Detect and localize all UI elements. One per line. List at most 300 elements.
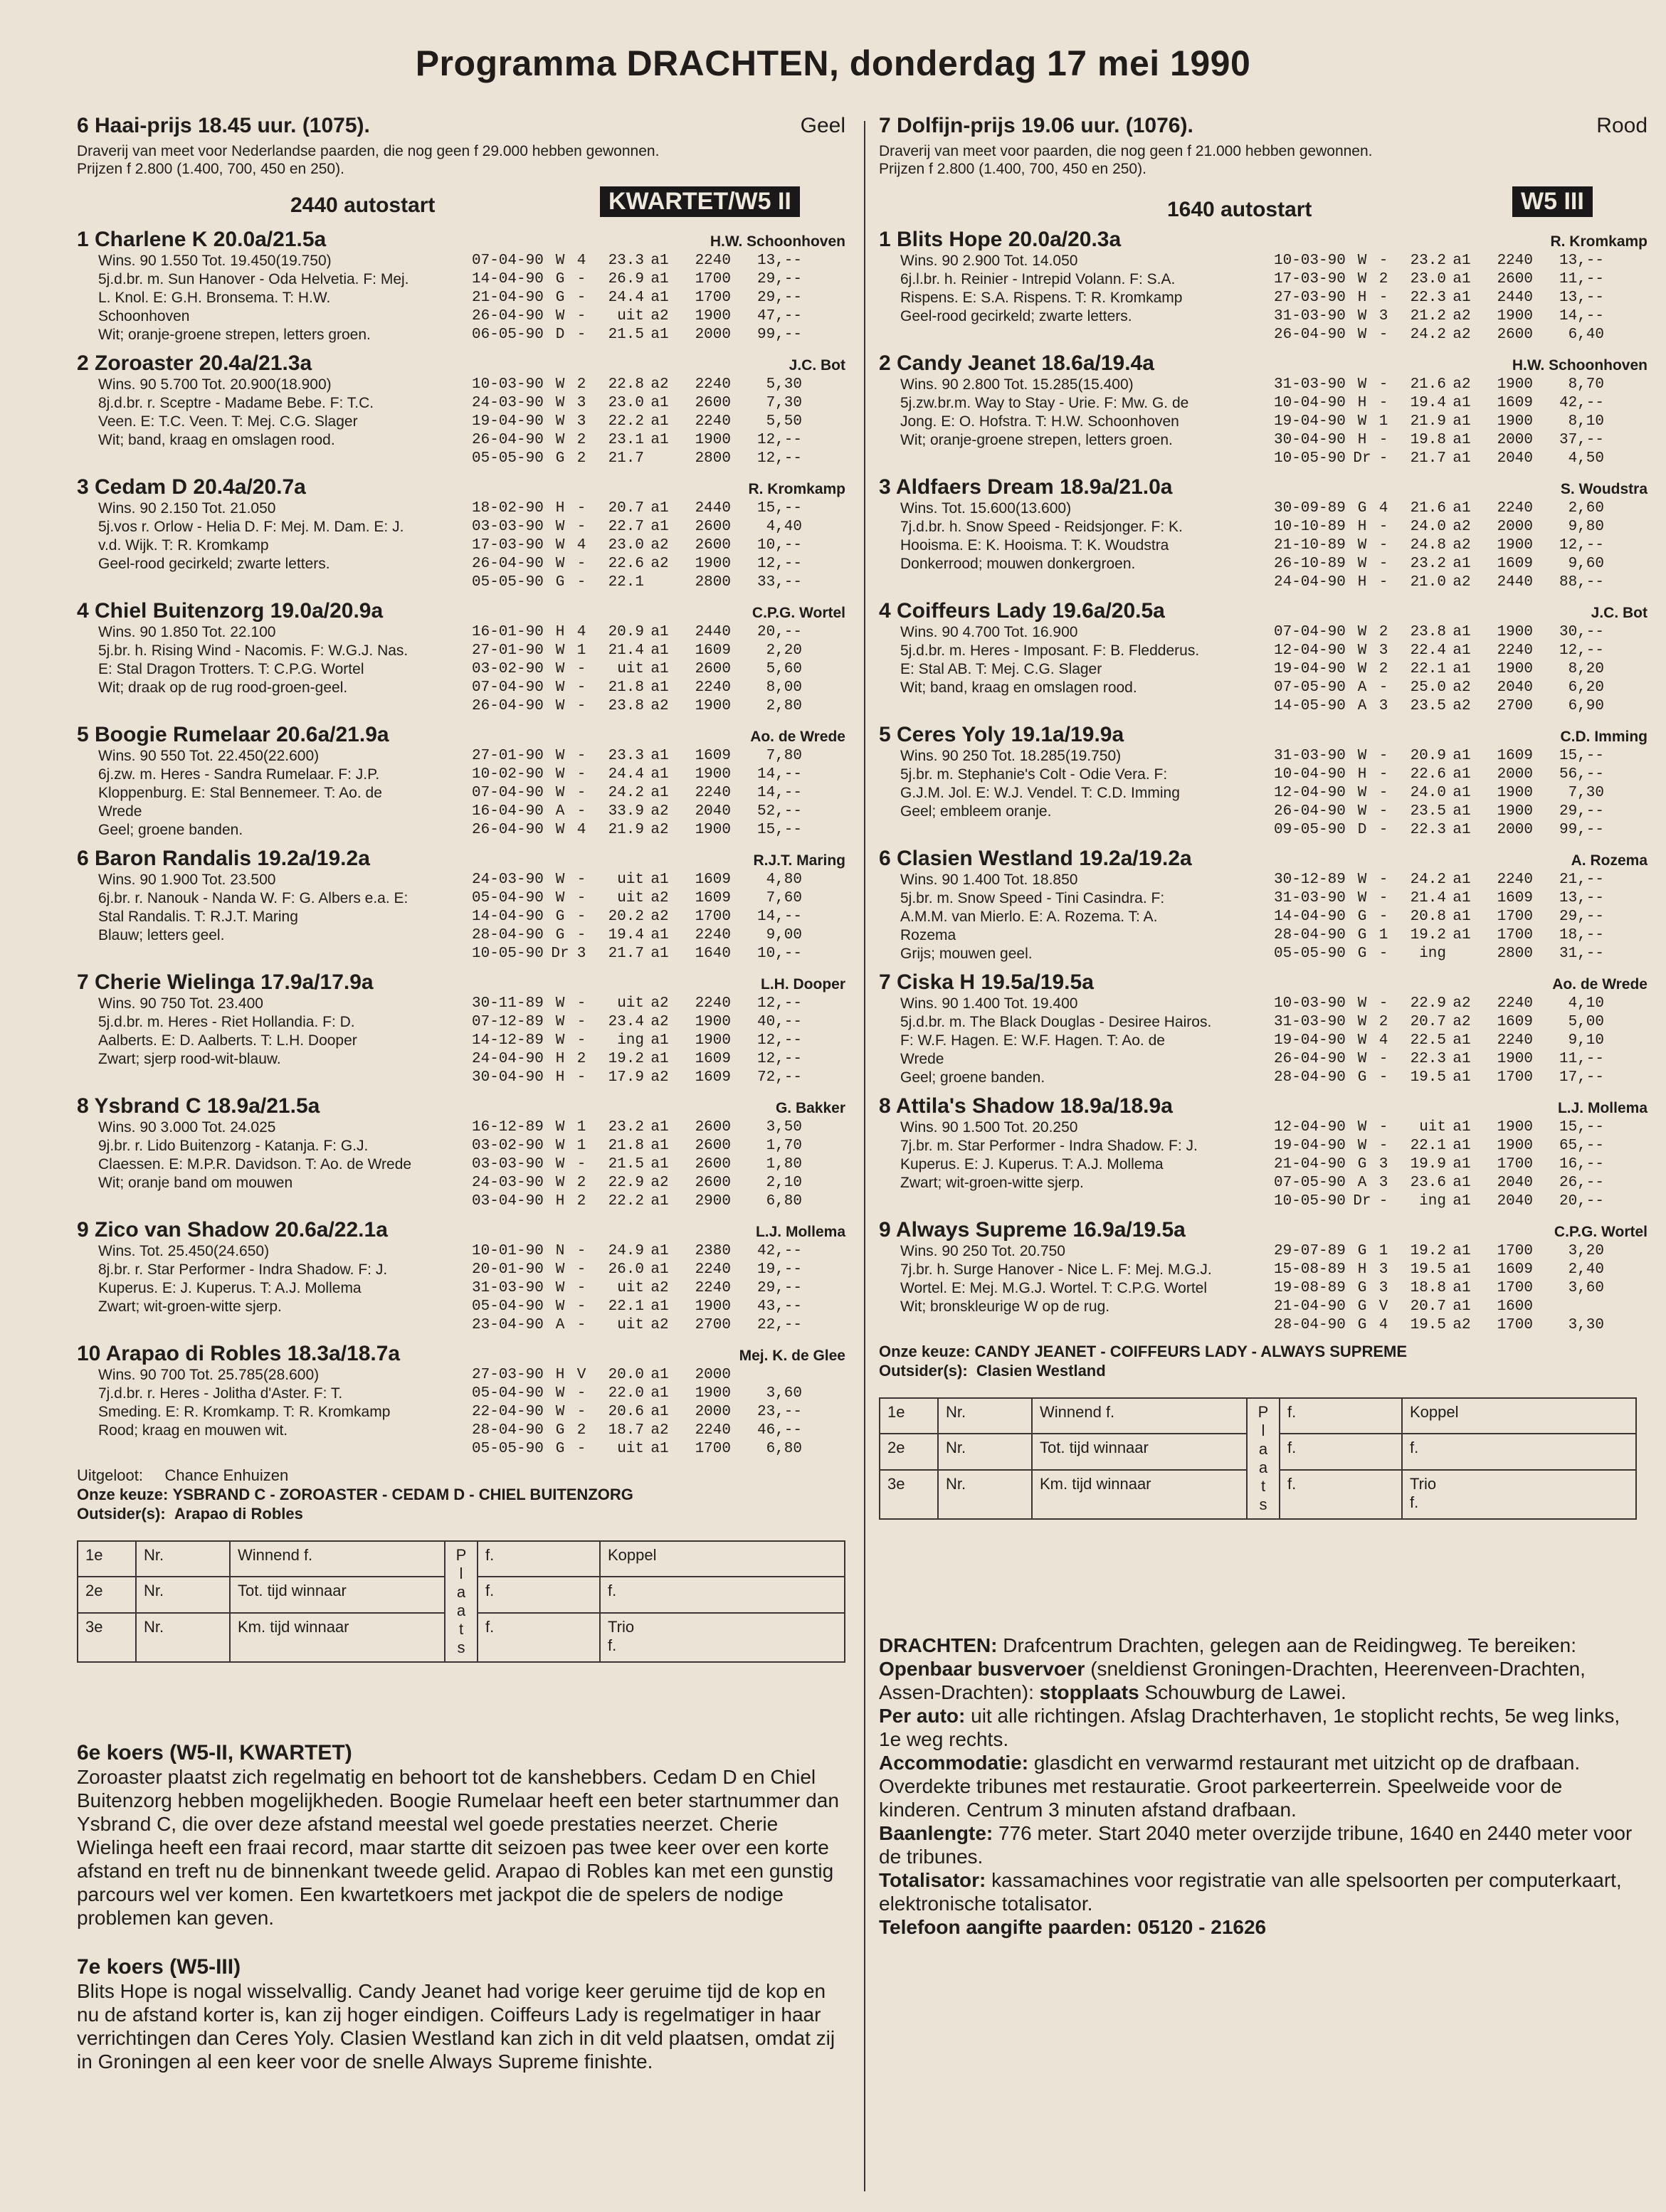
result-time: 20.9 bbox=[608, 624, 644, 640]
result-distance: 1609 bbox=[695, 890, 731, 906]
result-grid-left-wrap bbox=[77, 1540, 845, 1663]
result-track: D bbox=[555, 327, 565, 343]
horse-info-line: Wins. 90 5.700 Tot. 20.900(18.900) bbox=[98, 376, 332, 393]
result-row bbox=[472, 499, 845, 518]
result-position: - bbox=[1378, 803, 1388, 820]
result-track: W bbox=[1357, 1014, 1367, 1030]
result-start: a2 bbox=[1453, 519, 1471, 535]
horse-body bbox=[77, 1242, 845, 1335]
trio-f: f. bbox=[1410, 1493, 1419, 1511]
result-payout: 2,80 bbox=[766, 698, 802, 714]
result-row bbox=[472, 431, 845, 450]
result-payout: 10,-- bbox=[756, 946, 802, 962]
grid-place: 3e bbox=[880, 1470, 938, 1519]
horse-entry bbox=[77, 847, 845, 963]
result-date: 14-04-90 bbox=[472, 271, 544, 287]
horse-info bbox=[77, 995, 472, 1087]
result-start: a1 bbox=[650, 1051, 669, 1067]
result-track: W bbox=[555, 1404, 565, 1420]
result-row bbox=[472, 1366, 845, 1385]
result-time: 21.4 bbox=[1410, 890, 1446, 906]
result-start: a1 bbox=[650, 624, 669, 640]
result-position: - bbox=[576, 556, 586, 572]
result-date: 05-05-90 bbox=[472, 450, 544, 467]
result-track: W bbox=[1357, 661, 1367, 677]
result-row bbox=[1274, 450, 1647, 468]
result-row bbox=[472, 1050, 845, 1069]
result-distance: 1900 bbox=[1497, 1138, 1533, 1154]
result-row bbox=[472, 307, 845, 326]
horse-info-line: Blauw; letters geel. bbox=[98, 927, 225, 943]
horse-entry bbox=[77, 723, 845, 840]
result-time: 17.9 bbox=[608, 1069, 644, 1086]
result-payout: 11,-- bbox=[1559, 271, 1604, 287]
result-time: 19.2 bbox=[608, 1051, 644, 1067]
result-row bbox=[472, 1440, 845, 1459]
result-row bbox=[472, 821, 845, 840]
horse-info-line: 5j.zw.br.m. Way to Stay - Urie. F: Mw. G. de bbox=[900, 395, 1189, 411]
result-time: 24.2 bbox=[1410, 327, 1446, 343]
result-track: W bbox=[555, 519, 565, 535]
result-distance: 1700 bbox=[1497, 1280, 1533, 1296]
result-time: 21.6 bbox=[1410, 500, 1446, 517]
result-time: 22.9 bbox=[608, 1175, 644, 1191]
result-row bbox=[472, 995, 845, 1013]
result-position: - bbox=[576, 290, 586, 306]
result-position: - bbox=[576, 995, 586, 1012]
grid-f: f. bbox=[478, 1577, 600, 1612]
result-track: W bbox=[555, 890, 565, 906]
result-distance: 2800 bbox=[1497, 946, 1533, 962]
result-track: G bbox=[555, 290, 565, 306]
result-payout: 26,-- bbox=[1559, 1175, 1604, 1191]
outsider-line bbox=[879, 1361, 1647, 1380]
result-track: A bbox=[1357, 679, 1367, 696]
race-notes bbox=[879, 1342, 1647, 1380]
result-start: a1 bbox=[650, 1119, 669, 1136]
result-distance: 1900 bbox=[1497, 785, 1533, 801]
result-payout: 7,60 bbox=[766, 890, 802, 906]
result-date: 22-04-90 bbox=[472, 1404, 544, 1420]
result-position: - bbox=[1378, 946, 1388, 962]
result-position: - bbox=[576, 1298, 586, 1315]
result-date: 26-10-89 bbox=[1274, 556, 1346, 572]
result-time: 19.2 bbox=[1410, 1243, 1446, 1259]
grid-nr: Nr. bbox=[136, 1541, 230, 1577]
result-time: 22.2 bbox=[608, 1193, 644, 1210]
result-position: - bbox=[576, 271, 586, 287]
horse-body bbox=[77, 376, 845, 468]
result-distance: 1900 bbox=[695, 822, 731, 838]
bet-type-badge: KWARTET/W5 II bbox=[600, 186, 800, 217]
result-position: - bbox=[1378, 537, 1388, 554]
horse-info-line: 5j.br. m. Stephanie's Colt - Odie Vera. F: bbox=[900, 766, 1168, 783]
horse-results bbox=[472, 871, 845, 963]
result-position: - bbox=[576, 500, 586, 517]
result-track: W bbox=[555, 413, 565, 430]
result-track: A bbox=[1357, 1175, 1367, 1191]
result-row bbox=[472, 784, 845, 803]
horse-info-line: Geel; embleem oranje. bbox=[900, 803, 1052, 820]
result-payout: 20,-- bbox=[756, 624, 802, 640]
horse-entry bbox=[879, 1218, 1647, 1335]
horse-info-line: Kuperus. E: J. Kuperus. T: A.J. Mollema bbox=[98, 1280, 362, 1296]
result-row bbox=[472, 1403, 845, 1422]
grid-nr: Nr. bbox=[938, 1398, 1032, 1434]
result-position: 3 bbox=[576, 946, 586, 962]
result-position: - bbox=[1378, 376, 1388, 393]
result-track: W bbox=[555, 395, 565, 411]
horse-info-line: Wins. Tot. 15.600(13.600) bbox=[900, 500, 1072, 517]
horse-info-line: Hooisma. E: K. Hooisma. T: K. Woudstra bbox=[900, 537, 1169, 554]
horse-entry bbox=[77, 970, 845, 1087]
result-payout: 13,-- bbox=[1559, 253, 1604, 269]
comment-text: Zoroaster plaatst zich regelmatig en behoort tot de kanshebbers. Cedam D en Chiel Buitenzorg hebben mogelijkheden. Boogie Rumelaar heeft een beter startnummer dan Ysbrand C, die over deze afstand meestal wel goede prestaties neerzet. Cherie Wielinga heeft een fraai record, maar startte dit seizoen pas twee keer over een korte afstand en treft nu de binnenkant tweede gelid. Arapao di Robles kan met een gunstig parcours wel ver komen. Een kwartetkoers met jackpot die de spelers de nodige problemen kan geven. bbox=[77, 1766, 839, 1929]
result-track: W bbox=[1357, 890, 1367, 906]
result-distance: 1609 bbox=[695, 1069, 731, 1086]
result-payout: 4,50 bbox=[1568, 450, 1604, 467]
race-description bbox=[77, 142, 845, 178]
info-text: Schouwburg de Lawei. bbox=[1139, 1681, 1346, 1703]
result-payout: 88,-- bbox=[1559, 574, 1604, 591]
result-time: 22.8 bbox=[608, 376, 644, 393]
horse-header bbox=[77, 351, 845, 376]
result-time: 23.3 bbox=[608, 748, 644, 764]
result-payout: 14,-- bbox=[756, 785, 802, 801]
result-start: a1 bbox=[1453, 661, 1471, 677]
horse-trainer: L.J. Mollema bbox=[755, 1224, 845, 1240]
result-start: a2 bbox=[1453, 698, 1471, 714]
horse-results bbox=[472, 623, 845, 716]
result-date: 12-04-90 bbox=[1274, 1119, 1346, 1136]
result-position: 2 bbox=[576, 1422, 586, 1439]
result-time: 18.8 bbox=[1410, 1280, 1446, 1296]
result-distance: 1609 bbox=[1497, 890, 1533, 906]
result-time: 24.2 bbox=[1410, 872, 1446, 888]
horse-header bbox=[879, 351, 1647, 376]
result-start: a1 bbox=[1453, 872, 1471, 888]
result-position: V bbox=[576, 1367, 586, 1383]
horse-body bbox=[879, 499, 1647, 592]
result-track: G bbox=[555, 574, 565, 591]
horse-info-line: Veen. E: T.C. Veen. T: Mej. C.G. Slager bbox=[98, 413, 358, 430]
result-payout: 29,-- bbox=[756, 290, 802, 306]
horse-info bbox=[879, 995, 1274, 1087]
result-position: - bbox=[1378, 556, 1388, 572]
result-date: 07-04-90 bbox=[1274, 624, 1346, 640]
result-position: - bbox=[1378, 872, 1388, 888]
result-time: uit bbox=[617, 890, 644, 906]
result-distance: 1609 bbox=[695, 642, 731, 659]
horse-info-line: Wit; oranje-groene strepen, letters groen. bbox=[900, 432, 1173, 448]
result-track: H bbox=[555, 624, 565, 640]
outsider-line bbox=[77, 1504, 845, 1523]
result-date: 21-04-90 bbox=[1274, 1156, 1346, 1173]
horse-results bbox=[472, 1118, 845, 1211]
keuze-value: YSBRAND C - ZOROASTER - CEDAM D - CHIEL BUITENZORG bbox=[172, 1486, 633, 1503]
horse-entry bbox=[77, 1342, 845, 1459]
result-date: 19-04-90 bbox=[1274, 1032, 1346, 1049]
result-distance: 1900 bbox=[695, 1298, 731, 1315]
result-payout: 19,-- bbox=[756, 1261, 802, 1278]
result-position: 2 bbox=[1378, 1014, 1388, 1030]
result-date: 05-04-90 bbox=[472, 890, 544, 906]
result-time: 24.4 bbox=[608, 290, 644, 306]
result-row bbox=[1274, 413, 1647, 431]
result-date: 21-04-90 bbox=[1274, 1298, 1346, 1315]
result-time: 21.7 bbox=[1410, 450, 1446, 467]
result-start: a1 bbox=[1453, 1243, 1471, 1259]
result-row bbox=[1274, 1137, 1647, 1155]
horse-info bbox=[77, 1242, 472, 1335]
result-time: 23.1 bbox=[608, 432, 644, 448]
result-track: W bbox=[555, 698, 565, 714]
result-start: a1 bbox=[1453, 1138, 1471, 1154]
result-track: W bbox=[1357, 803, 1367, 820]
grid-label: Winnend f. bbox=[1032, 1398, 1247, 1434]
result-payout: 2,10 bbox=[766, 1175, 802, 1191]
outsider-value: Arapao di Robles bbox=[174, 1505, 303, 1523]
horse-results bbox=[1274, 871, 1647, 963]
horse-results bbox=[1274, 1118, 1647, 1211]
result-start: a1 bbox=[650, 1441, 669, 1457]
horse-info-line: Donkerrood; mouwen donkergroen. bbox=[900, 556, 1136, 572]
result-row bbox=[1274, 1316, 1647, 1335]
result-track: D bbox=[1357, 822, 1367, 838]
result-payout: 9,60 bbox=[1568, 556, 1604, 572]
plaats-letter: a bbox=[456, 1583, 466, 1601]
plaats-letter: t bbox=[458, 1620, 464, 1638]
result-start: a1 bbox=[1453, 271, 1471, 287]
result-row bbox=[1274, 1192, 1647, 1211]
result-start: a1 bbox=[1453, 1032, 1471, 1049]
plaats-letter: s bbox=[1259, 1496, 1267, 1513]
horse-results bbox=[1274, 747, 1647, 840]
result-row bbox=[1274, 747, 1647, 766]
result-start: a1 bbox=[1453, 290, 1471, 306]
outsider-label: Outsider(s): bbox=[879, 1362, 968, 1380]
horse-info-line: Wins. 90 3.000 Tot. 24.025 bbox=[98, 1119, 276, 1136]
result-row bbox=[1274, 766, 1647, 784]
result-row bbox=[1274, 889, 1647, 908]
grid-koppel: Koppel bbox=[600, 1541, 845, 1577]
result-row bbox=[472, 908, 845, 926]
result-start: a2 bbox=[650, 995, 669, 1012]
horse-body bbox=[77, 1366, 845, 1459]
horse-body bbox=[77, 499, 845, 592]
horse-name: 8 Attila's Shadow 18.9a/18.9a bbox=[879, 1094, 1173, 1118]
horse-entry bbox=[77, 475, 845, 592]
horse-trainer: Ao. de Wrede bbox=[750, 729, 845, 745]
horse-info bbox=[879, 252, 1274, 344]
result-position: - bbox=[576, 1032, 586, 1049]
result-row bbox=[1274, 518, 1647, 536]
result-date: 24-03-90 bbox=[472, 1175, 544, 1191]
result-date: 09-05-90 bbox=[1274, 822, 1346, 838]
result-payout bbox=[1533, 1298, 1604, 1316]
result-payout: 29,-- bbox=[1559, 803, 1604, 820]
result-time: 22.9 bbox=[1410, 995, 1446, 1012]
result-payout: 65,-- bbox=[1559, 1138, 1604, 1154]
result-row bbox=[1274, 270, 1647, 289]
result-position: 3 bbox=[1378, 698, 1388, 714]
horse-info-line: G.J.M. Jol. E: W.J. Vendel. T: C.D. Imming bbox=[900, 785, 1180, 801]
result-row bbox=[1274, 555, 1647, 573]
result-row bbox=[472, 926, 845, 945]
result-start: a1 bbox=[1453, 1175, 1471, 1191]
result-start: a1 bbox=[650, 253, 669, 269]
result-date: 05-05-90 bbox=[472, 574, 544, 591]
result-grid-right-wrap bbox=[879, 1397, 1647, 1520]
result-distance: 1900 bbox=[1497, 376, 1533, 393]
result-position: 3 bbox=[576, 395, 586, 411]
result-time: 21.7 bbox=[608, 946, 644, 962]
result-date: 29-07-89 bbox=[1274, 1243, 1346, 1259]
result-position: 1 bbox=[1378, 413, 1388, 430]
horse-info-line: 5j.br. m. Snow Speed - Tini Casindra. F: bbox=[900, 890, 1165, 906]
result-time: 23.0 bbox=[608, 537, 644, 554]
result-payout: 8,70 bbox=[1568, 376, 1604, 393]
result-distance: 1900 bbox=[1497, 803, 1533, 820]
horse-results bbox=[472, 1366, 845, 1459]
result-row bbox=[472, 747, 845, 766]
result-start: a2 bbox=[650, 1069, 669, 1086]
result-track: G bbox=[555, 927, 565, 943]
result-date: 18-02-90 bbox=[472, 500, 544, 517]
result-date: 27-03-90 bbox=[472, 1367, 544, 1383]
result-start: a2 bbox=[1453, 376, 1471, 393]
grid-label: Winnend f. bbox=[230, 1541, 445, 1577]
result-payout: 3,20 bbox=[1568, 1243, 1604, 1259]
result-start: a1 bbox=[1453, 642, 1471, 659]
result-start: a1 bbox=[1453, 500, 1471, 517]
result-start: a1 bbox=[1453, 450, 1471, 467]
bet-type-badge: W5 III bbox=[1512, 186, 1593, 217]
result-row bbox=[1274, 1013, 1647, 1032]
result-start: a1 bbox=[1453, 785, 1471, 801]
grid-label: Tot. tijd winnaar bbox=[1032, 1434, 1247, 1469]
result-position: 3 bbox=[1378, 1156, 1388, 1173]
result-position: - bbox=[576, 519, 586, 535]
result-track: G bbox=[1357, 1243, 1367, 1259]
result-position: - bbox=[1378, 1051, 1388, 1067]
horse-entry bbox=[77, 599, 845, 716]
result-payout: 7,30 bbox=[1568, 785, 1604, 801]
result-row bbox=[1274, 679, 1647, 697]
result-time: uit bbox=[617, 1280, 644, 1296]
horse-trainer: L.H. Dooper bbox=[761, 976, 845, 993]
info-text: (sneldienst Groningen-Drachten, Heerenveen-Drachten, Assen-Drachten): bbox=[879, 1658, 1586, 1703]
horse-info-line: v.d. Wijk. T: R. Kromkamp bbox=[98, 537, 269, 554]
result-payout: 3,60 bbox=[1568, 1280, 1604, 1296]
keuze-line bbox=[77, 1485, 845, 1504]
horse-name: 1 Blits Hope 20.0a/20.3a bbox=[879, 228, 1122, 251]
info-label: Telefoon aangifte paarden: 05120 - 21626 bbox=[879, 1916, 1267, 1938]
result-row bbox=[1274, 394, 1647, 413]
result-distance: 2000 bbox=[695, 327, 731, 343]
result-position: - bbox=[576, 1156, 586, 1173]
horse-entry bbox=[879, 970, 1647, 1087]
result-row bbox=[472, 376, 845, 394]
result-row bbox=[472, 573, 845, 592]
horse-info-line: 5j.br. h. Rising Wind - Nacomis. F: W.G.J. Nas. bbox=[98, 642, 408, 659]
result-row bbox=[472, 1316, 845, 1335]
result-start: a1 bbox=[650, 1032, 669, 1049]
horse-info-line: Wins. 90 2.150 Tot. 21.050 bbox=[98, 500, 276, 517]
result-date: 19-04-90 bbox=[1274, 413, 1346, 430]
result-row bbox=[1274, 821, 1647, 840]
plaats-letter: P bbox=[455, 1546, 467, 1564]
horse-body bbox=[879, 1242, 1647, 1335]
result-time: uit bbox=[617, 872, 644, 888]
result-payout: 6,90 bbox=[1568, 698, 1604, 714]
grid-nr: Nr. bbox=[938, 1470, 1032, 1519]
result-row bbox=[472, 326, 845, 344]
result-row bbox=[472, 536, 845, 555]
result-row bbox=[1274, 1050, 1647, 1069]
result-time: 21.5 bbox=[608, 1156, 644, 1173]
result-track: W bbox=[1357, 624, 1367, 640]
result-payout: 10,-- bbox=[756, 537, 802, 554]
result-position: - bbox=[576, 1385, 586, 1402]
result-payout: 40,-- bbox=[756, 1014, 802, 1030]
result-start: a2 bbox=[1453, 995, 1471, 1012]
race-notes bbox=[77, 1466, 845, 1523]
result-track: W bbox=[555, 642, 565, 659]
horse-info-line: E: Stal Dragon Trotters. T: C.P.G. Wortel bbox=[98, 661, 364, 677]
horse-header bbox=[77, 599, 845, 623]
result-time: 24.4 bbox=[608, 766, 644, 783]
result-distance: 1700 bbox=[1497, 1069, 1533, 1086]
result-time: 21.8 bbox=[608, 679, 644, 696]
result-distance: 1900 bbox=[695, 698, 731, 714]
result-date: 27-03-90 bbox=[1274, 290, 1346, 306]
result-time: 22.1 bbox=[608, 1298, 644, 1315]
horse-entry bbox=[879, 1094, 1647, 1211]
result-date: 05-05-90 bbox=[472, 1441, 544, 1457]
result-position: - bbox=[576, 1404, 586, 1420]
result-payout: 5,00 bbox=[1568, 1014, 1604, 1030]
result-time: 20.8 bbox=[1410, 909, 1446, 925]
result-distance: 2440 bbox=[695, 500, 731, 517]
horse-info-line: Zwart; sjerp rood-wit-blauw. bbox=[98, 1051, 281, 1067]
race-start-row bbox=[77, 182, 845, 222]
result-track: W bbox=[1357, 642, 1367, 659]
horse-results bbox=[1274, 1242, 1647, 1335]
result-time: 20.0 bbox=[608, 1367, 644, 1383]
result-date: 30-04-90 bbox=[1274, 432, 1346, 448]
horse-info-line: Geel-rood gecirkeld; zwarte letters. bbox=[98, 556, 330, 572]
result-position: - bbox=[1378, 766, 1388, 783]
horse-body bbox=[879, 1118, 1647, 1211]
result-start: a2 bbox=[1453, 574, 1471, 591]
horse-info-line: 6j.zw. m. Heres - Sandra Rumelaar. F: J.P. bbox=[98, 766, 380, 783]
result-row bbox=[472, 1279, 845, 1298]
horse-body bbox=[77, 623, 845, 716]
result-payout: 5,50 bbox=[766, 413, 802, 430]
info-text: kassamachines voor registratie van alle spelsoorten per computerkaart, elektronische totalisator. bbox=[879, 1869, 1622, 1915]
result-payout: 2,40 bbox=[1568, 1261, 1604, 1278]
result-date: 06-05-90 bbox=[472, 327, 544, 343]
result-time: 23.5 bbox=[1410, 698, 1446, 714]
result-distance: 2600 bbox=[695, 1138, 731, 1154]
result-distance: 1900 bbox=[1497, 537, 1533, 554]
result-payout: 6,40 bbox=[1568, 327, 1604, 343]
result-time: 26.9 bbox=[608, 271, 644, 287]
result-row bbox=[1274, 1298, 1647, 1316]
horse-info-line: 7j.d.br. h. Snow Speed - Reidsjonger. F: K. bbox=[900, 519, 1183, 535]
result-date: 21-04-90 bbox=[472, 290, 544, 306]
